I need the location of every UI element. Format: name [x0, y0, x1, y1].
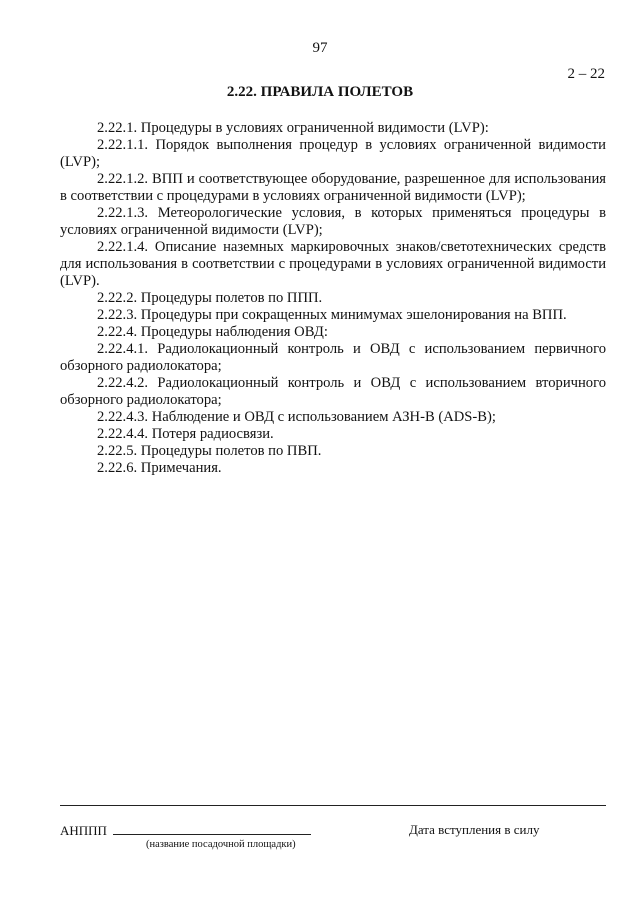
section-code: 2 – 22 [567, 66, 605, 82]
paragraph-2-22-4-1: 2.22.4.1. Радиолокационный контроль и ОВД с использованием первичного обзорного радиолокатора; [60, 341, 606, 374]
footer-aerodrome [60, 822, 311, 839]
paragraph-2-22-4: 2.22.4. Процедуры наблюдения ОВД: [97, 324, 328, 340]
paragraph-2-22-3: 2.22.3. Процедуры при сокращенных минимумах эшелонирования на ВПП. [97, 307, 567, 323]
paragraph-2-22-1-2: 2.22.1.2. ВПП и соответствующее оборудование, разрешенное для использования в соответствии с процедурами в условиях ограниченной видимости (LVP); [60, 171, 606, 204]
paragraph-2-22-6: 2.22.6. Примечания. [97, 460, 222, 476]
footer-effective-date-label: Дата вступления в силу [409, 822, 540, 837]
footer-aerodrome-caption: (название посадочной площадки) [146, 839, 296, 850]
paragraph-2-22-1-3: 2.22.1.3. Метеорологические условия, в которых применяться процедуры в условиях ограниченной видимости (LVP); [60, 205, 606, 238]
paragraph-2-22-5: 2.22.5. Процедуры полетов по ПВП. [97, 443, 322, 459]
document-body [60, 120, 606, 477]
paragraph-2-22-1-4: 2.22.1.4. Описание наземных маркировочных знаков/светотехнических средств для использования в соответствии с процедурами в условиях ограниченной видимости (LVP). [60, 239, 606, 289]
footer-divider [60, 805, 606, 806]
paragraph-2-22-4-4: 2.22.4.4. Потеря радиосвязи. [97, 426, 274, 442]
section-title: 2.22. ПРАВИЛА ПОЛЕТОВ [226, 84, 414, 100]
paragraph-2-22-4-3: 2.22.4.3. Наблюдение и ОВД с использованием АЗН-В (ADS-B); [97, 409, 496, 425]
paragraph-2-22-1: 2.22.1. Процедуры в условиях ограниченной видимости (LVP): [97, 120, 489, 136]
paragraph-2-22-4-2: 2.22.4.2. Радиолокационный контроль и ОВД с использованием вторичного обзорного радиолокатора; [60, 375, 606, 408]
footer-aerodrome-blank-line [113, 822, 311, 835]
paragraph-2-22-2: 2.22.2. Процедуры полетов по ППП. [97, 290, 323, 306]
footer-aerodrome-label: АНППП [60, 823, 107, 838]
page-number: 97 [312, 40, 328, 56]
paragraph-2-22-1-1: 2.22.1.1. Порядок выполнения процедур в условиях ограниченной видимости (LVP); [60, 137, 606, 170]
